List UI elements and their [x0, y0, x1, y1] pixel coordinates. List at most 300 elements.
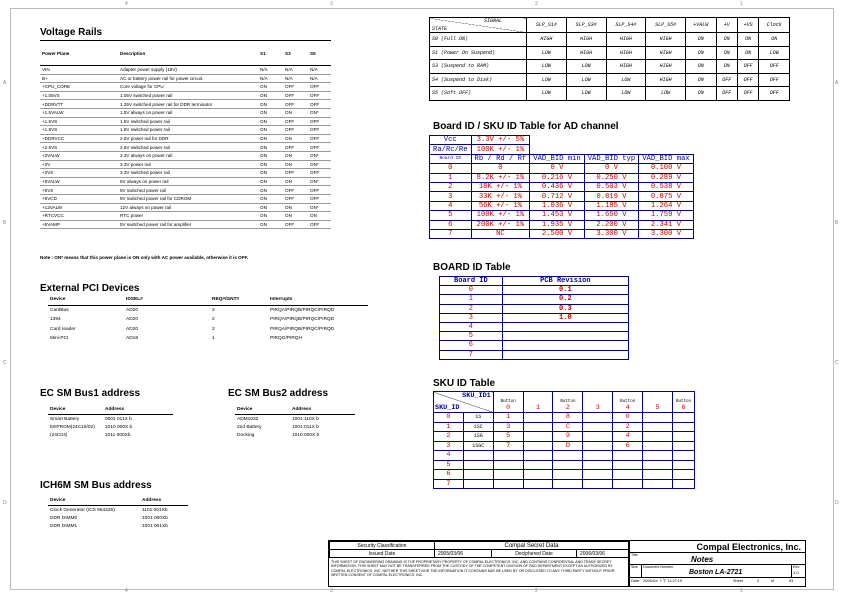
table-cell: 18K +/- 1%: [471, 182, 530, 191]
header-cell: Device: [48, 295, 124, 305]
column-header: [493, 392, 523, 413]
size-label: Size: [631, 565, 638, 569]
table-cell: 1.759 V: [639, 211, 693, 220]
table-row: [440, 332, 629, 341]
pci-table: [48, 295, 368, 344]
rev-label: Rev: [793, 565, 800, 569]
table-row: [40, 100, 331, 109]
table-cell: ON: [258, 203, 283, 212]
table-cell: 7: [430, 229, 472, 238]
table-cell: 4: [430, 201, 472, 210]
table-cell: ON: [737, 46, 758, 60]
table-cell: +CPU_CORE: [40, 83, 118, 92]
frame-row-mark: C: [3, 360, 7, 366]
table-cell: 4: [434, 451, 464, 461]
table-row: [430, 60, 790, 74]
ich6m-table: [48, 496, 188, 531]
table-cell: S3 (Suspend to RAM): [430, 60, 527, 74]
issued-label: Issued Date: [330, 550, 435, 558]
table-row: [40, 126, 331, 135]
table-cell: OFF: [283, 169, 308, 178]
table-cell: 3.3V always on power rail: [118, 151, 258, 160]
table-cell: AD20: [126, 307, 138, 313]
table-row: [434, 451, 695, 461]
header-cell: Address: [103, 405, 173, 415]
table-cell: ON: [283, 151, 308, 160]
header-cell: REQ#/GNT#: [210, 295, 268, 305]
header-cell: Device: [48, 405, 103, 415]
table-cell: 3: [434, 441, 464, 451]
table-cell: N/A: [308, 74, 331, 83]
column-index: 6: [681, 404, 686, 412]
table-cell: [523, 422, 553, 432]
table-cell: 2: [430, 182, 472, 191]
frame-col-mark: 4: [125, 1, 128, 7]
table-row: [48, 325, 368, 335]
table-cell: +3VS: [40, 169, 118, 178]
table-cell: OFF: [759, 87, 790, 101]
frame-row-mark: B: [3, 220, 7, 226]
table-row: [48, 506, 188, 515]
table-cell: [613, 479, 643, 489]
table-cell: ON: [283, 160, 308, 169]
table-cell: 33K +/- 1%: [471, 192, 530, 201]
table-cell: ON: [759, 33, 790, 47]
column-header: [672, 392, 694, 413]
table-cell: 1101 001Xb: [142, 507, 168, 513]
table-cell: 5V switched power rail for amplifier: [118, 220, 258, 229]
table-cell: [643, 441, 673, 451]
table-row: [48, 305, 368, 315]
table-cell: ON: [283, 134, 308, 143]
table-cell: [523, 441, 553, 451]
table-row: [430, 201, 694, 210]
table-cell: [672, 470, 694, 480]
table-cell: [583, 422, 613, 432]
table-cell: N/A: [308, 66, 331, 75]
table-cell: PIRQG/PIRQH: [270, 336, 302, 342]
table-cell: 6: [613, 441, 643, 451]
table-cell: LOW: [566, 73, 606, 87]
table-cell: ON: [258, 117, 283, 126]
table-row: [434, 470, 695, 480]
table-cell: ON: [716, 33, 737, 47]
table-cell: 9: [553, 432, 583, 442]
table-cell: ON: [686, 60, 717, 74]
table-cell: 7: [493, 441, 523, 451]
states-corner-cell: [430, 18, 527, 33]
table-cell: LOW: [527, 60, 567, 74]
header-cell: SLP_S1#: [527, 18, 567, 33]
company-name: Compal Electronics, Inc.: [696, 542, 801, 552]
table-cell: ON: [258, 169, 283, 178]
table-cell: 2: [212, 307, 215, 313]
table-cell: [672, 441, 694, 451]
table-cell: ON: [716, 46, 737, 60]
column-index: 4: [625, 404, 630, 412]
rev-value: 1.0: [793, 570, 799, 575]
table-cell: OFF: [308, 143, 331, 152]
table-cell: Core voltage for CPU: [118, 83, 258, 92]
table-cell: [583, 460, 613, 470]
table-row: [440, 286, 629, 295]
table-cell: Docking: [237, 433, 255, 439]
table-cell: 1.264 V: [639, 201, 693, 210]
table-cell: LOW: [646, 87, 686, 101]
table-row: [48, 523, 188, 531]
table-cell: 1: [430, 173, 472, 182]
table-cell: [523, 451, 553, 461]
table-row: [434, 422, 695, 432]
table-cell: OFF: [308, 134, 331, 143]
pcb-revision-cell: [502, 322, 628, 331]
table-cell: OFF: [283, 117, 308, 126]
header-cell: Description: [118, 41, 258, 66]
docnum-label: Document Number: [643, 565, 674, 569]
table-cell: OFF: [737, 60, 758, 74]
table-cell: 5V switched power rail: [118, 186, 258, 195]
table-cell: [643, 432, 673, 442]
sku-id-title: SKU ID Table: [433, 378, 496, 389]
table-cell: ON: [283, 108, 308, 117]
table-cell: 0 V: [584, 164, 638, 173]
table-row: [235, 423, 355, 431]
table-cell: LOW: [606, 73, 646, 87]
header-cell: SLP_S5#: [646, 18, 686, 33]
table-row: [430, 182, 694, 191]
header-cell: Rb / Rd / Rf: [471, 154, 530, 163]
table-row: [434, 413, 695, 423]
table-cell: 1.185 V: [584, 201, 638, 210]
board-id-cell: 2: [440, 304, 503, 313]
table-cell: 1010 000X b: [292, 433, 320, 439]
table-cell: 3.3V power rail: [118, 160, 258, 169]
table-cell: 4: [613, 432, 643, 442]
table-row: [430, 73, 790, 87]
table-cell: LOW: [527, 87, 567, 101]
table-cell: 3: [493, 422, 523, 432]
column-index: 2: [565, 404, 570, 412]
ra-row: [430, 145, 694, 154]
table-cell: ON: [258, 100, 283, 109]
table-cell: [672, 479, 694, 489]
table-row: [48, 415, 173, 424]
frame-col-mark: 3: [330, 588, 333, 594]
board-id-cell: 1: [440, 295, 503, 304]
corner-signal-label: SIGNAL: [483, 18, 502, 24]
table-cell: OFF: [737, 87, 758, 101]
table-cell: OFF: [283, 194, 308, 203]
table-cell: [583, 413, 613, 423]
table-cell: HIGH: [606, 46, 646, 60]
header-cell: SLP_S4#: [606, 18, 646, 33]
table-cell: [493, 451, 523, 461]
column-header: [643, 392, 673, 413]
table-row: [40, 66, 331, 75]
table-cell: 8.2K +/- 1%: [471, 173, 530, 182]
table-row: [235, 432, 355, 440]
table-header: [48, 295, 368, 305]
title-block-right: [628, 540, 806, 587]
table-cell: +5VALW: [40, 177, 118, 186]
column-header: [553, 392, 583, 413]
pci-title: External PCI Devices: [40, 283, 140, 294]
table-cell: OFF: [308, 194, 331, 203]
table-cell: [553, 479, 583, 489]
table-cell: 1001 001Xb: [142, 524, 168, 530]
table-row: [440, 313, 629, 322]
title-block-left: [328, 540, 630, 587]
date-label: Date:: [631, 579, 641, 583]
table-row: [48, 432, 173, 440]
table-cell: 6: [434, 470, 464, 480]
header-cell: VAD_BID max: [639, 154, 693, 163]
issued-value: 2005/03/06: [435, 550, 492, 558]
table-cell: 1.453 V: [530, 211, 584, 220]
table-row: [48, 423, 173, 431]
table-cell: 1.5V switched power rail: [118, 117, 258, 126]
table-cell: 1001 110X b: [292, 416, 319, 422]
table-cell: 12V always on power rail: [118, 203, 258, 212]
header-cell: Power Plane: [40, 41, 118, 66]
table-cell: +5VAMP: [40, 220, 118, 229]
pcb-revision-cell: [502, 332, 628, 341]
header-cell: Clock: [759, 18, 790, 33]
table-cell: +3VALW: [40, 151, 118, 160]
table-cell: 0.216 V: [530, 173, 584, 182]
table-cell: HIGH: [566, 46, 606, 60]
header-cell: Address: [290, 405, 355, 415]
table-cell: PIRQA/PIRQB/PIRQC/PIRQD: [270, 317, 335, 323]
table-cell: HIGH: [646, 60, 686, 74]
table-cell: Card reader: [50, 326, 76, 332]
pcb-revision-cell: 0.1: [502, 286, 628, 295]
header-cell: PCB Revision: [502, 277, 628, 286]
states-header: [430, 18, 790, 33]
table-cell: OFF: [716, 87, 737, 101]
table-cell: 1: [434, 422, 464, 432]
table-cell: ON: [283, 212, 308, 221]
voltage-rails-note: Note : ON* means that this power plane is ON only with AC power available, otherwise it is OFF.: [40, 255, 249, 260]
voltage-rails-title: Voltage Rails: [40, 27, 103, 38]
table-cell: HIGH: [606, 60, 646, 74]
column-index: 5: [655, 404, 660, 412]
pcb-revision-cell: 0.2: [502, 295, 628, 304]
table-cell: ON: [258, 126, 283, 135]
table-cell: [583, 479, 613, 489]
table-cell: 0.538 V: [639, 182, 693, 191]
table-row: [440, 350, 629, 359]
table-cell: 1.5V always on power rail: [118, 108, 258, 117]
table-cell: ON: [258, 134, 283, 143]
table-header: [235, 405, 355, 415]
table-cell: ON*: [308, 177, 331, 186]
table-cell: S5 (Soft OFF): [430, 87, 527, 101]
table-cell: 0.289 V: [639, 173, 693, 182]
table-cell: 3: [430, 192, 472, 201]
vcc-row: [430, 136, 694, 145]
table-cell: [643, 470, 673, 480]
table-cell: LOW: [527, 73, 567, 87]
table-cell: 1.935 V: [530, 220, 584, 229]
sku-id-table: [433, 391, 695, 489]
table-cell: +1.5VS: [40, 117, 118, 126]
of-value: 53: [789, 579, 794, 583]
pcb-revision-cell: 0.3: [502, 304, 628, 313]
table-row: [434, 479, 695, 489]
table-cell: [553, 470, 583, 480]
table-cell: OFF: [759, 73, 790, 87]
table-cell: 2.200 V: [584, 220, 638, 229]
table-cell: [463, 470, 493, 480]
table-cell: ON: [258, 220, 283, 229]
table-cell: +5VS: [40, 186, 118, 195]
frame-col-mark: 1: [740, 1, 743, 7]
table-cell: N/A: [283, 74, 308, 83]
table-cell: ON: [686, 46, 717, 60]
table-cell: OFF: [283, 126, 308, 135]
table-cell: ON: [258, 194, 283, 203]
table-cell: 0: [471, 164, 530, 173]
table-cell: [523, 479, 553, 489]
table-row: [40, 91, 331, 100]
table-cell: 3.300 V: [584, 229, 638, 238]
table-cell: OFF: [308, 220, 331, 229]
table-row: [48, 334, 368, 344]
table-cell: [523, 432, 553, 442]
table-cell: OFF: [737, 73, 758, 87]
table-cell: +2.5VS: [40, 143, 118, 152]
table-row: [430, 87, 790, 101]
table-cell: C: [553, 422, 583, 432]
table-cell: LOW: [527, 46, 567, 60]
table-cell: [643, 479, 673, 489]
board-id-cell: 6: [440, 341, 503, 350]
header-cell: SLP_S3#: [566, 18, 606, 33]
table-row: [430, 173, 694, 182]
table-cell: 1SGC: [463, 441, 493, 451]
table-row: [40, 220, 331, 229]
table-row: [440, 295, 629, 304]
table-cell: [493, 470, 523, 480]
table-cell: 1SG: [463, 432, 493, 442]
table-row: [40, 194, 331, 203]
table-cell: HIGH: [646, 46, 686, 60]
table-cell: ON: [258, 212, 283, 221]
table-cell: OFF: [283, 100, 308, 109]
table-cell: OFF: [283, 186, 308, 195]
table-cell: ON: [283, 203, 308, 212]
table-cell: 200K +/- 1%: [471, 220, 530, 229]
column-header: [583, 392, 613, 413]
pcb-revision-cell: 1.0: [502, 313, 628, 322]
table-cell: 100K +/- 1%: [471, 211, 530, 220]
table-row: [40, 203, 331, 212]
table-cell: [583, 451, 613, 461]
sku-id-header: [434, 392, 695, 413]
table-cell: +5VCD: [40, 194, 118, 203]
table-cell: 0001 011X b: [105, 416, 132, 422]
table-cell: +1.5VALW: [40, 108, 118, 117]
table-cell: S1 (Power On Suspend): [430, 46, 527, 60]
table-cell: +1.05VS: [40, 91, 118, 100]
table-cell: ON: [258, 151, 283, 160]
table-cell: N/A: [258, 74, 283, 83]
board-id-title: BOARD ID Table: [433, 262, 511, 273]
table-cell: EEPROM(24C16/02): [50, 424, 95, 430]
table-cell: ON: [258, 160, 283, 169]
table-cell: HIGH: [527, 33, 567, 47]
table-cell: OFF: [308, 126, 331, 135]
table-cell: OFF: [308, 100, 331, 109]
frame-row-mark: C: [835, 360, 839, 366]
table-cell: 8: [553, 413, 583, 423]
table-cell: LOW: [566, 60, 606, 74]
table-cell: 1001 011X b: [292, 424, 319, 430]
button-label: Button: [620, 400, 636, 404]
table-cell: [672, 460, 694, 470]
button-label: Button: [675, 400, 692, 404]
table-row: [430, 229, 694, 238]
table-cell: [643, 451, 673, 461]
sheet-label: Sheet: [733, 579, 743, 583]
board-id-cell: 0: [440, 286, 503, 295]
power-states-table: [429, 17, 790, 101]
table-cell: ON: [737, 33, 758, 47]
table-cell: [672, 413, 694, 423]
table-cell: 0.712 V: [530, 192, 584, 201]
table-cell: [613, 451, 643, 461]
table-row: [40, 169, 331, 178]
table-cell: 5: [430, 211, 472, 220]
table-cell: [583, 470, 613, 480]
table-cell: ON: [258, 143, 283, 152]
table-cell: 1011 000Xb: [105, 433, 131, 439]
table-cell: HIGH: [606, 33, 646, 47]
title-label: Title: [631, 553, 638, 557]
table-cell: ON: [308, 212, 331, 221]
column-index: 3: [595, 404, 600, 412]
table-cell: OFF: [308, 117, 331, 126]
table-cell: OFF: [308, 83, 331, 92]
table-cell: [672, 451, 694, 461]
frame-row-mark: A: [3, 80, 7, 86]
header-cell: Device: [48, 496, 140, 506]
table-cell: PIRQA/PIRQB/PIRQC/PIRQD: [270, 307, 335, 313]
table-cell: 0: [430, 164, 472, 173]
table-header: [48, 496, 188, 506]
table-cell: ON: [258, 83, 283, 92]
table-cell: ON*: [308, 108, 331, 117]
table-row: [40, 74, 331, 83]
board-id-cell: 4: [440, 322, 503, 331]
table-row: [430, 211, 694, 220]
board-id-cell: 7: [440, 350, 503, 359]
table-row: [430, 220, 694, 229]
header-cell: VAD_BID typ: [584, 154, 638, 163]
table-cell: [583, 432, 613, 442]
table-cell: 7: [434, 479, 464, 489]
ra-value: 100K +/- 1%: [471, 145, 530, 154]
table-cell: 2.341 V: [639, 220, 693, 229]
table-cell: N/A: [258, 66, 283, 75]
vcc-label: Vcc: [430, 136, 472, 145]
header-cell: Board ID: [440, 277, 503, 286]
column-header: [523, 392, 553, 413]
header-cell: Device: [235, 405, 290, 415]
frame-row-mark: B: [835, 220, 839, 226]
ich6m-title: ICH6M SM Bus address: [40, 480, 152, 491]
